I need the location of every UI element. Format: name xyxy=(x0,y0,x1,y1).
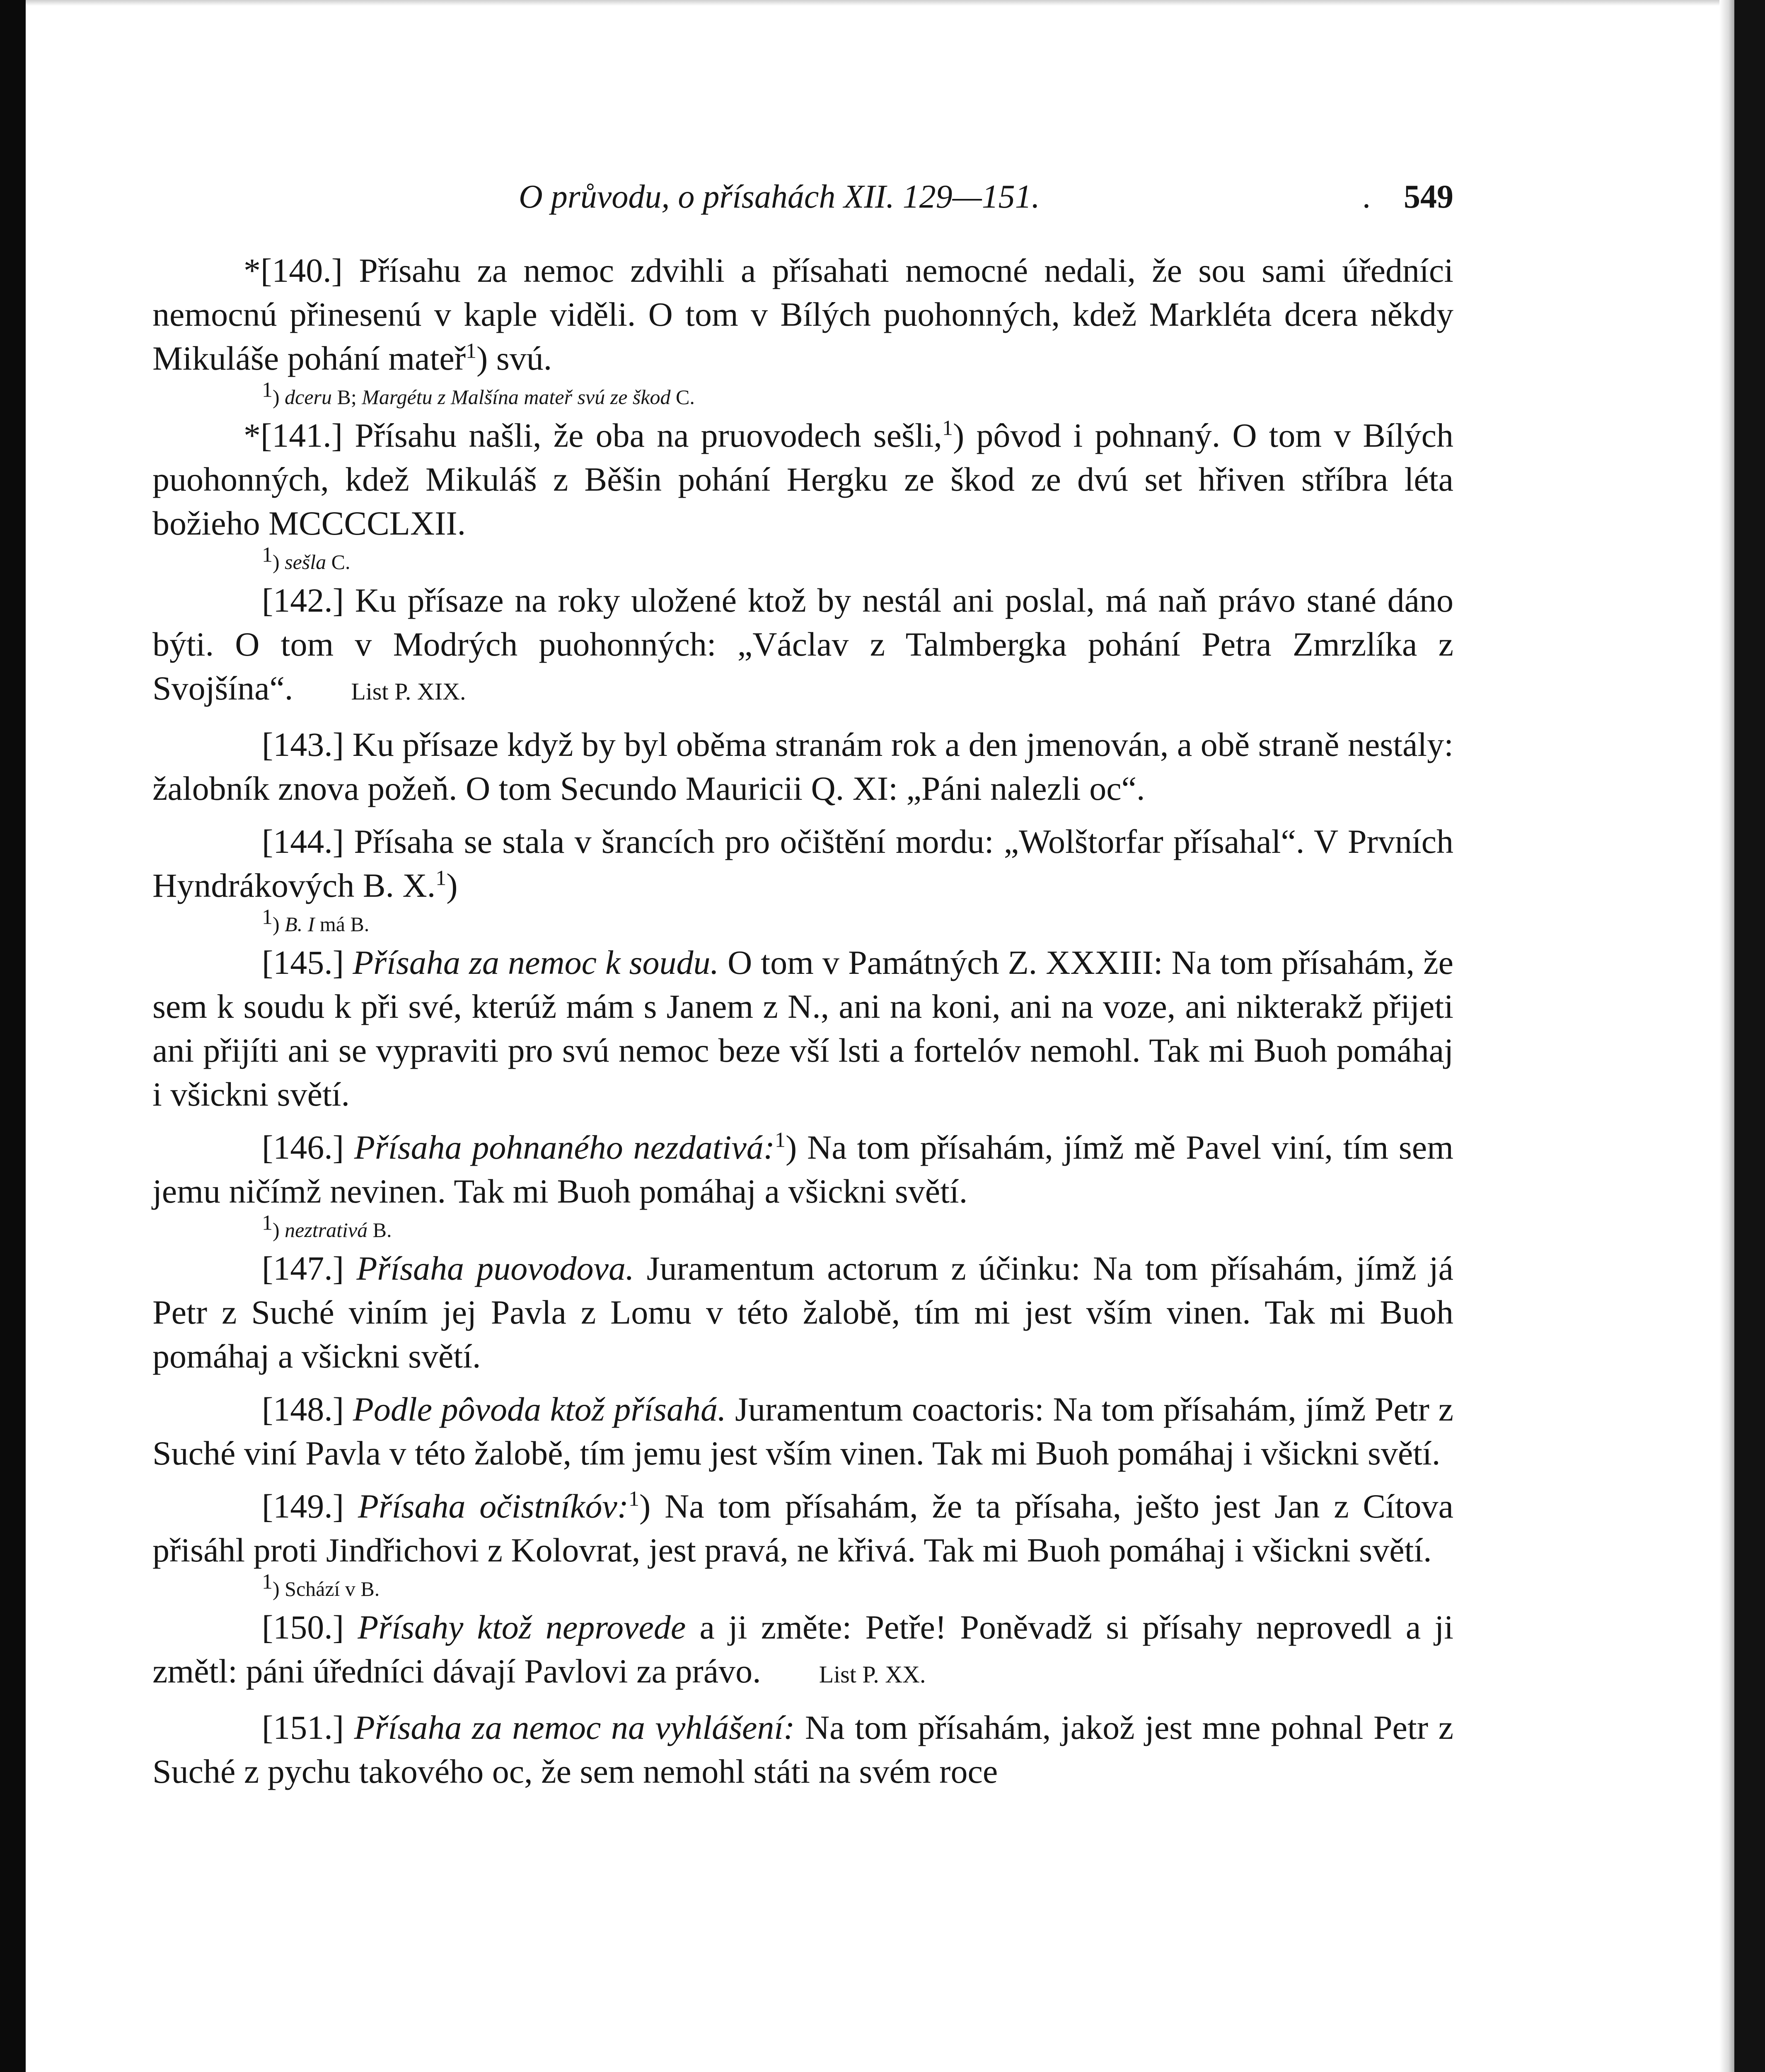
paragraph-144: [144.] Přísaha se stala v šrancích pro očištění mordu: „Wolštorfar přísahal“. V Prvních Hyndrákových B. X.$^1$) xyxy=(152,823,1453,904)
section-title: Přísaha pohnaného nezdativá: xyxy=(354,1128,775,1166)
marginal-note: List P. XIX. xyxy=(351,678,466,705)
paragraph-148: [148.] Podle pôvoda ktož přísahá. Juramentum coactoris: Na tom přísahám, jímž Petr z Suché viní Pavla v této žalobě, tím jemu jest vším vinen. Tak mi Buoh pomáhaj i všickni světí. xyxy=(152,1390,1453,1472)
scan-border-top xyxy=(26,0,1719,6)
header-dot: . xyxy=(1362,179,1371,215)
footnote-140: $^1$) dceru B; Margétu z Malšína mateř svú ze škod C. xyxy=(262,378,695,409)
running-title: O průvodu, o přísahách XII. 129—151. xyxy=(519,179,1040,215)
page-body xyxy=(152,249,1453,1794)
paragraph-145: [145.] Přísaha za nemoc k soudu. O tom v Památných Z. XXXIII: Na tom přísahám, že sem k soudu k při své, kterúž mám s Janem z N., ani na koni, ani na voze, ani nikterakž přijeti ani přijíti ani se vypraviti pro svú nemoc beze vší lsti a fortelóv nemohl. Tak mi Buoh pomáhaj i všickni světí. xyxy=(152,944,1453,1113)
paragraph-149: [149.] Přísaha očistníkóv:$^1$) Na tom přísahám, že ta přísaha, ješto jest Jan z Cítova přisáhl proti Jindřichovi z Kolovrat, jest pravá, ne křivá. Tak mi Buoh pomáhaj i všickni světí. xyxy=(152,1487,1454,1569)
footnote-ref: 1 xyxy=(775,1128,786,1152)
marginal-note: List P. XX. xyxy=(819,1661,926,1688)
footnote-144: $^1$) B. I má B. xyxy=(262,905,370,936)
paragraph-140: *[140.] Přísahu za nemoc zdvihli a přísahati nemocné nedali, že sou sami úředníci nemocnú přinesenú v kaple viděli. O tom v Bílých puohonných, kdež Markléta dcera někdy Mikuláše pohání mateř$^1$) svú. xyxy=(152,252,1453,377)
page-number: 549 xyxy=(1404,179,1453,215)
footnote-ref: 1 xyxy=(435,866,447,890)
scan-border-left xyxy=(0,0,26,2072)
paragraph-150: [150.] Přísahy ktož neprovede a ji změte: Petře! Poněvadž si přísahy neprovedl a ji změtl: páni úředníci dávají Pavlovi za právo. List P. XX. xyxy=(152,1608,1453,1690)
paragraph-147: [147.] Přísaha puovodova. Juramentum actorum z účinku: Na tom přísahám, jímž já Petr z Suché viním jej Pavla z Lomu v této žalobě, tím mi jest vším vinen. Tak mi Buoh pomáhaj a všickni světí. xyxy=(152,1249,1453,1375)
page-header xyxy=(152,178,1453,228)
paragraph-151: [151.] Přísaha za nemoc na vyhlášení: Na tom přísahám, jakož jest mne pohnal Petr z Suché z pychu takového oc, že sem nemohl státi na svém roce xyxy=(152,1709,1453,1790)
paragraph-146: [146.] Přísaha pohnaného nezdativá:$^1$) Na tom přísahám, jímž mě Pavel viní, tím sem jemu ničímž nevinen. Tak mi Buoh pomáhaj a všickni světí. xyxy=(152,1128,1453,1210)
paragraph-141: *[141.] Přísahu našli, že oba na pruovodech sešli,$^1$) pôvod i pohnaný. O tom v Bílých puohonných, kdež Mikuláš z Běšin pohání Hergku ze škod ze dvú set hřiven stříbra léta božieho MCCCCLXII. xyxy=(152,416,1453,542)
section-title: Přísaha puovodova. xyxy=(356,1249,634,1287)
section-title: Přísaha očistníkóv: xyxy=(358,1487,629,1525)
footnote-146: $^1$) neztrativá B. xyxy=(262,1211,392,1242)
footnote-ref: 1 xyxy=(629,1487,640,1511)
section-title: Přísaha za nemoc na vyhlášení: xyxy=(354,1709,795,1746)
scan-page-edge xyxy=(1719,0,1734,2072)
footnote-ref: 1 xyxy=(466,339,477,363)
section-title: Přísahy ktož neprovede xyxy=(358,1608,686,1646)
paragraph-143: [143.] Ku přísaze když by byl oběma stranám rok a den jmenován, a obě straně nestály: žalobník znova požeň. O tom Secundo Mauricii Q. XI: „Páni nalezli oc“. xyxy=(152,726,1453,807)
section-title: Podle pôvoda ktož přísahá. xyxy=(353,1390,726,1428)
scan-border-right xyxy=(1734,0,1765,2072)
section-title: Přísaha za nemoc k soudu. xyxy=(353,944,719,981)
footnote-149: $^1$) Schází v B. xyxy=(262,1570,380,1600)
footnote-141: $^1$) sešla C. xyxy=(262,543,351,574)
footnote-ref: 1 xyxy=(942,416,953,440)
paragraph-142: [142.] Ku přísaze na roky uložené ktož by nestál ani poslal, má naň právo stané dáno býti. O tom v Modrých puohonných: „Václav z Talmbergka pohání Petra Zmrzlíka z Svojšína“. List P. XIX. xyxy=(152,581,1453,707)
